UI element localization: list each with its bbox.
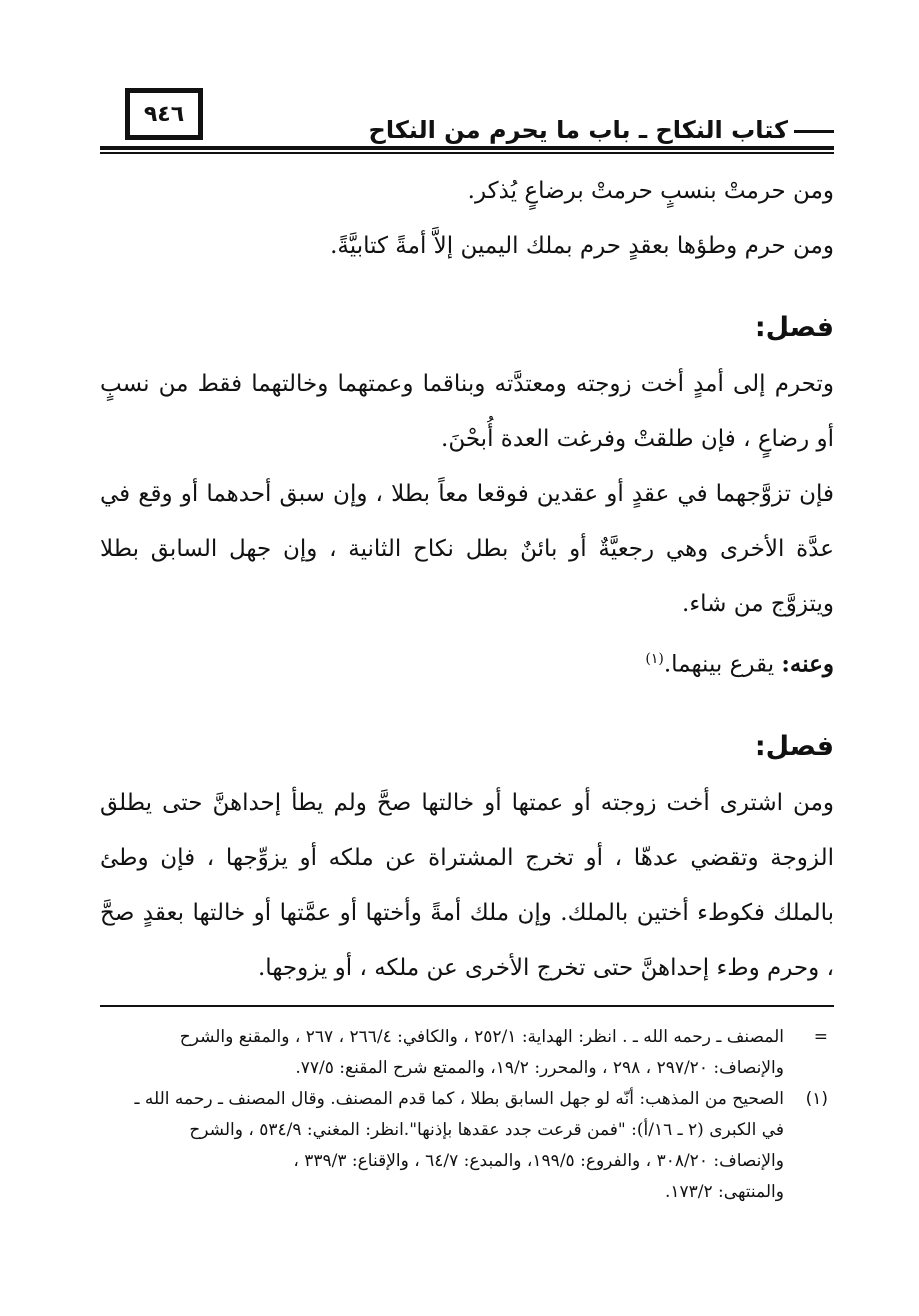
footnote-mark-continued: = bbox=[813, 1027, 828, 1047]
header-rule-thin bbox=[100, 152, 834, 154]
footnote-line: المصنف ـ رحمه الله ـ . انظر: الهداية: ٢٥٢/١ ، والكافي: ٢٦٦/٤ ، ٢٦٧ ، والمقنع والشرح bbox=[179, 1027, 784, 1047]
section-heading-2-text: فصل: bbox=[754, 730, 834, 762]
footnotes bbox=[100, 1022, 834, 1208]
section1-paragraph-2: فإن تزوَّجهما في عقدٍ أو عقدين فوقعا معاً بطلا ، وإن سبق أحدهما أو وقع في عدَّة الأخرى وهي رجعيَّةٌ أو بائنٌ بطل نكاح الثانية ، وإن جهل السابق بطلا ويتزوَّج من شاء. bbox=[100, 481, 834, 617]
footnote-line: في الكبرى (٢ ـ ١٦/أ): "فمن قرعت جدد عقدها بإذنها".انظر: المغني: ٥٣٤/٩ ، والشرح bbox=[189, 1120, 784, 1140]
footnote-1 bbox=[100, 1084, 834, 1208]
running-title: كتاب النكاح ـ باب ما يحرم من النكاح bbox=[368, 116, 788, 144]
main-text bbox=[100, 164, 834, 996]
section2-paragraph: ومن اشترى أخت زوجته أو عمتها أو خالتها صحَّ ولم يطأ إحداهنَّ حتى يطلق الزوجة وتقضي عدهّا ، أو تخرج المشتراة عن ملكه أو يزوِّجها ، فإن وطئ بالملك فكوطء أختين بالملك. وإن ملك أمةً وأختها أو عمَّتها أو خالتها بعقدٍ صحَّ ، وحرم وطء إحداهنَّ حتى تخرج الأخرى عن ملكه ، أو يزوجها. bbox=[100, 789, 834, 981]
footnote-ref-1: (١) bbox=[645, 651, 664, 667]
section-heading-1 bbox=[100, 300, 834, 355]
footnote-line: الصحيح من المذهب: أنّه لو جهل السابق بطلا ، كما قدم المصنف. وقال المصنف ـ رحمه الله ـ bbox=[134, 1089, 784, 1109]
intro-line-1: ومن حرمتْ بنسبٍ حرمتْ برضاعٍ يُذكر. bbox=[467, 178, 834, 204]
intro-line-2: ومن حرم وطؤها بعقدٍ حرم بملك اليمين إلاَّ أمةً كتابيَّةً. bbox=[330, 233, 834, 259]
section1-wanhu bbox=[100, 632, 834, 693]
wanhu-label: وعنه: bbox=[781, 650, 834, 678]
footnote-line: والإنصاف: ٢٩٧/٢٠ ، ٢٩٨ ، والمحرر: ١٩/٢، والممتع شرح المقنع: ٧٧/٥. bbox=[295, 1058, 784, 1078]
running-title-wrap bbox=[363, 116, 834, 144]
section-heading-1-text: فصل: bbox=[754, 312, 834, 343]
page-number: ٩٤٦ bbox=[125, 88, 203, 140]
section1-paragraph-1: وتحرم إلى أمدٍ أخت زوجته ومعتدَّته وبناقما وعمتهما وخالتهما فقط من نسبٍ أو رضاعٍ ، فإن طلقتْ وفرغت العدة أُبحْنَ. bbox=[100, 371, 834, 452]
footnote-line: والمنتهى: ١٧٣/٢. bbox=[664, 1182, 784, 1202]
footnote-separator bbox=[100, 1005, 834, 1007]
wanhu-text: يقرع بينهما. bbox=[663, 651, 775, 678]
footnote-mark-1: (١) bbox=[805, 1089, 828, 1109]
running-title-lead-dash bbox=[794, 130, 834, 133]
footnote-continued bbox=[100, 1022, 834, 1084]
header-rule-thick bbox=[100, 146, 834, 150]
section-heading-2 bbox=[100, 719, 834, 774]
footnote-line: والإنصاف: ٣٠٨/٢٠ ، والفروع: ١٩٩/٥، والمبدع: ٦٤/٧ ، والإقناع: ٣٣٩/٣ ، bbox=[293, 1151, 784, 1171]
